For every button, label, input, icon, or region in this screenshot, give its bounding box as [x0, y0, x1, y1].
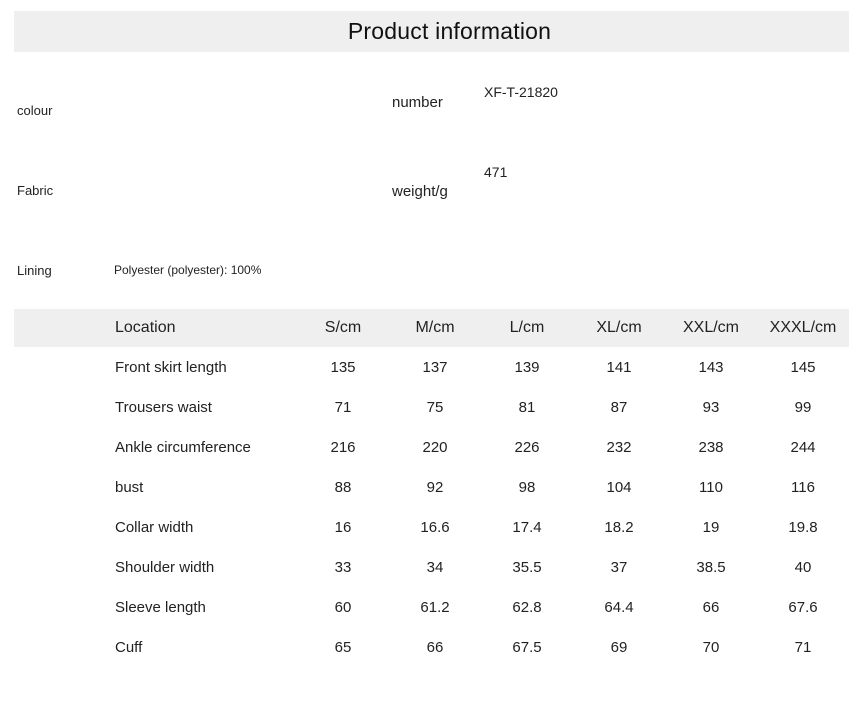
colour-label: colour [17, 103, 53, 118]
header-location: Location [115, 319, 176, 336]
cell-xxl: 66 [702, 599, 720, 616]
cell-xl: 87 [610, 399, 628, 416]
row-location: Sleeve length [115, 599, 206, 616]
table-row [14, 388, 849, 428]
weight-label: weight/g [392, 183, 448, 200]
row-location: Shoulder width [115, 559, 215, 576]
lining-value: Polyester (polyester): 100% [114, 263, 262, 277]
cell-xxl: 110 [699, 479, 723, 496]
cell-m: 220 [422, 439, 448, 456]
table-row [14, 548, 849, 588]
cell-m: 34 [426, 559, 444, 576]
table-row [14, 628, 849, 668]
cell-l: 67.5 [512, 639, 542, 656]
header-size-s: S/cm [324, 319, 362, 336]
cell-m: 92 [426, 479, 444, 496]
row-location: bust [115, 479, 144, 496]
row-location: Front skirt length [115, 359, 227, 376]
header-size-l: L/cm [509, 319, 545, 336]
header-size-xxl: XXL/cm [682, 319, 739, 336]
table-header [14, 309, 849, 347]
number-label: number [392, 94, 443, 111]
table-row [14, 588, 849, 628]
cell-l: 17.4 [512, 519, 542, 536]
cell-l: 139 [514, 359, 540, 376]
row-location: Trousers waist [115, 399, 212, 416]
header-size-m: M/cm [415, 319, 455, 336]
cell-s: 71 [334, 399, 352, 416]
cell-xxxl: 19.8 [788, 519, 818, 536]
cell-xxxl: 71 [794, 639, 812, 656]
cell-l: 62.8 [512, 599, 542, 616]
cell-xxxl: 145 [790, 359, 816, 376]
cell-xl: 232 [606, 439, 632, 456]
cell-s: 65 [334, 639, 352, 656]
cell-xl: 18.2 [604, 519, 634, 536]
cell-xl: 69 [610, 639, 628, 656]
cell-xxl: 70 [702, 639, 720, 656]
row-location: Collar width [115, 519, 194, 536]
row-location: Ankle circumference [115, 439, 251, 456]
cell-xxl: 93 [702, 399, 720, 416]
cell-xl: 141 [606, 359, 632, 376]
page-title: Product information [347, 18, 552, 44]
cell-m: 137 [422, 359, 448, 376]
row-location: Cuff [115, 639, 143, 656]
cell-m: 61.2 [420, 599, 450, 616]
weight-value: 471 [484, 164, 508, 180]
cell-s: 33 [334, 559, 352, 576]
cell-l: 35.5 [512, 559, 542, 576]
cell-xxxl: 244 [790, 439, 816, 456]
cell-xxl: 19 [702, 519, 720, 536]
table-row [14, 348, 849, 388]
cell-s: 135 [330, 359, 356, 376]
header-size-xl: XL/cm [596, 319, 642, 336]
cell-l: 98 [518, 479, 536, 496]
cell-xxxl: 40 [794, 559, 812, 576]
title-bar [14, 11, 849, 52]
cell-l: 226 [514, 439, 540, 456]
cell-xl: 104 [606, 479, 632, 496]
cell-xxl: 238 [698, 439, 724, 456]
cell-xl: 37 [610, 559, 628, 576]
cell-m: 75 [426, 399, 444, 416]
lining-label: Lining [17, 263, 52, 278]
cell-xl: 64.4 [604, 599, 634, 616]
cell-xxxl: 67.6 [788, 599, 818, 616]
cell-s: 60 [334, 599, 352, 616]
table-row [14, 468, 849, 508]
cell-xxl: 38.5 [696, 559, 726, 576]
table-row [14, 428, 849, 468]
cell-m: 16.6 [420, 519, 450, 536]
cell-m: 66 [426, 639, 444, 656]
cell-s: 88 [334, 479, 352, 496]
cell-l: 81 [518, 399, 536, 416]
cell-xxxl: 99 [794, 399, 812, 416]
table-row [14, 508, 849, 548]
cell-xxl: 143 [698, 359, 724, 376]
fabric-label: Fabric [17, 183, 54, 198]
cell-s: 16 [334, 519, 352, 536]
cell-xxxl: 116 [791, 479, 815, 496]
header-size-xxxl: XXXL/cm [769, 319, 837, 336]
number-value: XF-T-21820 [484, 84, 558, 100]
cell-s: 216 [330, 439, 356, 456]
